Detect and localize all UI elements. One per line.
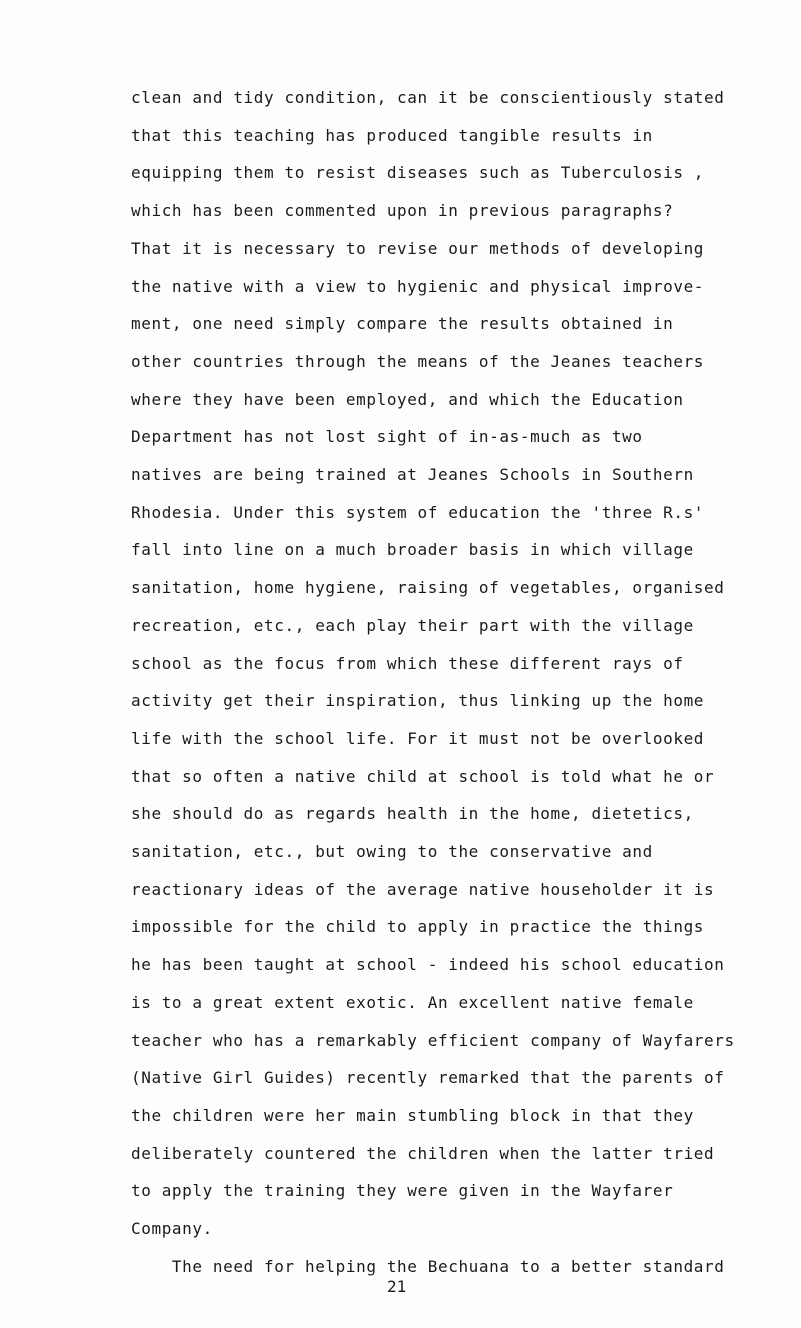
text-line: natives are being trained at Jeanes Schools in Southern <box>131 465 694 484</box>
text-line: That it is necessary to revise our methods of developing <box>131 239 705 258</box>
text-line: to apply the training they were given in the Wayfarer <box>131 1181 674 1200</box>
text-line: Department has not lost sight of in-as-much as two <box>131 427 643 446</box>
text-line: Rhodesia. Under this system of education the 'three R.s' <box>131 503 705 522</box>
text-line: life with the school life. For it must not be overlooked <box>131 729 705 748</box>
text-line: The need for helping the Bechuana to a better standard <box>131 1257 725 1276</box>
text-line: sanitation, etc., but owing to the conservative and <box>131 842 653 861</box>
text-line: ment, one need simply compare the results obtained in <box>131 314 674 333</box>
text-line: she should do as regards health in the home, dietetics, <box>131 804 694 823</box>
text-line: which has been commented upon in previous paragraphs? <box>131 201 674 220</box>
text-line: clean and tidy condition, can it be conscientiously stated <box>131 88 725 107</box>
text-line: other countries through the means of the Jeanes teachers <box>131 352 705 371</box>
text-line: activity get their inspiration, thus linking up the home <box>131 691 705 710</box>
text-line: teacher who has a remarkably efficient company of Wayfarers <box>131 1031 735 1050</box>
text-line: equipping them to resist diseases such as Tuberculosis , <box>131 163 705 182</box>
text-line: where they have been employed, and which the Education <box>131 390 684 409</box>
text-line: he has been taught at school - indeed his school education <box>131 955 725 974</box>
text-line: fall into line on a much broader basis in which village <box>131 540 694 559</box>
text-line: that so often a native child at school is told what he or <box>131 767 715 786</box>
text-line: Company. <box>131 1219 213 1238</box>
text-line: deliberately countered the children when the latter tried <box>131 1144 715 1163</box>
text-line: school as the focus from which these different rays of <box>131 654 684 673</box>
text-line: is to a great extent exotic. An excellent native female <box>131 993 694 1012</box>
text-line: (Native Girl Guides) recently remarked that the parents of <box>131 1068 725 1087</box>
text-line: reactionary ideas of the average native householder it is <box>131 880 715 899</box>
text-line: the children were her main stumbling block in that they <box>131 1106 694 1125</box>
text-line: that this teaching has produced tangible results in <box>131 126 653 145</box>
text-line: sanitation, home hygiene, raising of vegetables, organised <box>131 578 725 597</box>
page-number: 21 <box>387 1277 407 1296</box>
text-line: recreation, etc., each play their part with the village <box>131 616 694 635</box>
text-line: the native with a view to hygienic and physical improve- <box>131 277 705 296</box>
text-line: impossible for the child to apply in practice the things <box>131 917 705 936</box>
